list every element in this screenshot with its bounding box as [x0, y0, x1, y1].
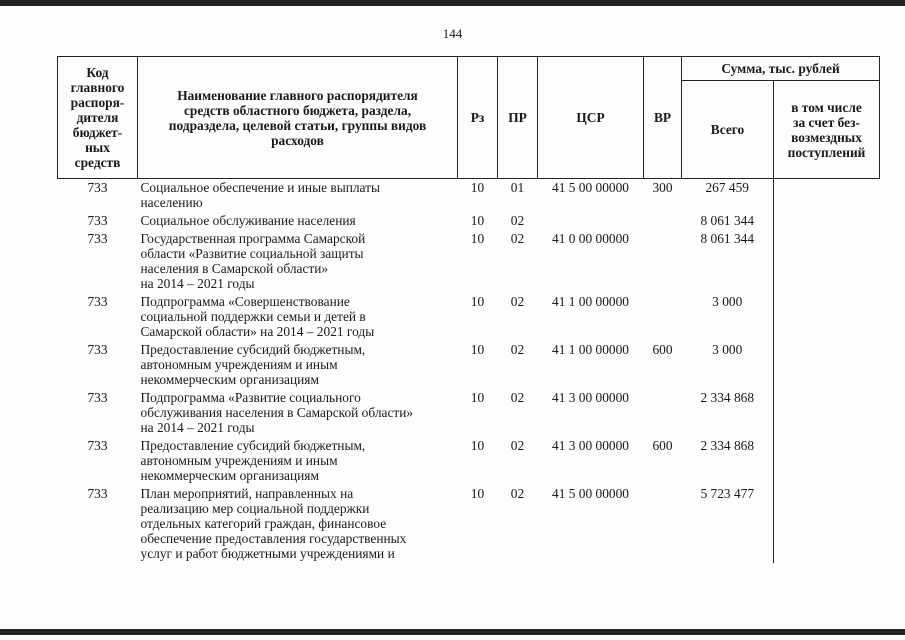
- row-vr: [644, 230, 682, 293]
- row-total: 2 334 868: [682, 437, 774, 485]
- row-code: 733: [87, 486, 108, 501]
- row-pr: 02: [510, 438, 525, 453]
- row-total: 3 000: [682, 341, 774, 389]
- row-pr: 02: [510, 342, 525, 357]
- row-pr: 02: [510, 231, 525, 246]
- row-csr: 41 5 00 00000: [552, 486, 629, 501]
- row-total: 8 061 344: [682, 212, 774, 230]
- row-code: 733: [87, 294, 108, 309]
- row-total: 267 459: [682, 179, 774, 213]
- row-total: 5 723 477: [682, 485, 774, 563]
- table-row: [58, 437, 880, 485]
- top-rule: [0, 0, 905, 6]
- header-sum: Сумма, тыс. рублей: [682, 57, 880, 81]
- row-code: 733: [87, 438, 108, 453]
- row-code: 733: [87, 342, 108, 357]
- table-row: [58, 179, 880, 213]
- row-code: 733: [87, 231, 108, 246]
- header-csr: ЦСР: [538, 57, 644, 179]
- row-name: Предоставление субсидий бюджетным, автономным учреждениям и иным некоммерческим организациям: [140, 438, 366, 483]
- bottom-rule: [0, 629, 905, 635]
- row-vr: 600: [652, 438, 673, 453]
- row-rz: 10: [470, 438, 485, 453]
- row-code: 733: [87, 390, 108, 405]
- row-vr: [644, 293, 682, 341]
- row-gratuitous: [774, 389, 880, 437]
- row-rz: 10: [470, 213, 485, 228]
- header-code: Код главного распоря- дителя бюджет- ных средств: [58, 57, 138, 179]
- table-row: [58, 230, 880, 293]
- row-gratuitous: [774, 341, 880, 389]
- row-name: Социальное обслуживание населения: [140, 213, 356, 228]
- row-rz: 10: [470, 342, 485, 357]
- row-name: Подпрограмма «Развитие социального обслуживания населения в Самарской области» на 2014 – 2021 годы: [140, 390, 414, 435]
- row-vr: [644, 389, 682, 437]
- row-pr: 02: [510, 390, 525, 405]
- row-code: 733: [87, 180, 108, 195]
- header-gratuitous: в том числе за счет без- возмездных поступлений: [774, 81, 880, 179]
- row-vr: [644, 212, 682, 230]
- row-name: Предоставление субсидий бюджетным, автономным учреждениям и иным некоммерческим организациям: [140, 342, 366, 387]
- table-row: [58, 212, 880, 230]
- row-name: План мероприятий, направленных на реализацию мер социальной поддержки отдельных категорий граждан, финансовое обеспечение предоставления государственных услуг и работ бюджетными учреждениями и: [140, 486, 407, 561]
- row-name: Государственная программа Самарской области «Развитие социальной защиты населения в Самарской области» на 2014 – 2021 годы: [140, 231, 366, 291]
- header-total: Всего: [682, 81, 774, 179]
- row-csr: 41 5 00 00000: [552, 180, 629, 195]
- row-gratuitous: [774, 437, 880, 485]
- row-rz: 10: [470, 486, 485, 501]
- row-gratuitous: [774, 230, 880, 293]
- table-row: [58, 389, 880, 437]
- row-gratuitous: [774, 179, 880, 213]
- row-code: 733: [87, 213, 108, 228]
- row-pr: 02: [510, 213, 525, 228]
- row-vr: [644, 485, 682, 563]
- row-rz: 10: [470, 294, 485, 309]
- table-row: [58, 485, 880, 563]
- row-rz: 10: [470, 231, 485, 246]
- header-vr: ВР: [644, 57, 682, 179]
- header-name: Наименование главного распорядителя средств областного бюджета, раздела, подраздела, целевой статьи, группы видов расходов: [138, 57, 458, 179]
- row-csr: 41 0 00 00000: [552, 231, 629, 246]
- row-vr: 300: [652, 180, 673, 195]
- row-rz: 10: [470, 390, 485, 405]
- table-row: [58, 341, 880, 389]
- row-name: Социальное обеспечение и иные выплаты населению: [140, 180, 381, 210]
- row-rz: 10: [470, 180, 485, 195]
- header-rz: Рз: [458, 57, 498, 179]
- row-total: 8 061 344: [682, 230, 774, 293]
- row-csr: 41 3 00 00000: [552, 438, 629, 453]
- row-gratuitous: [774, 485, 880, 563]
- row-gratuitous: [774, 212, 880, 230]
- row-csr: [538, 212, 644, 230]
- table-header: [58, 57, 880, 179]
- row-vr: 600: [652, 342, 673, 357]
- row-csr: 41 1 00 00000: [552, 342, 629, 357]
- row-gratuitous: [774, 293, 880, 341]
- page-number: 144: [442, 26, 463, 41]
- table-row: [58, 293, 880, 341]
- row-name: Подпрограмма «Совершенствование социальной поддержки семьи и детей в Самарской области» на 2014 – 2021 годы: [140, 294, 375, 339]
- row-pr: 02: [510, 294, 525, 309]
- table-body: [58, 179, 880, 564]
- budget-table: [57, 56, 880, 563]
- row-total: 3 000: [682, 293, 774, 341]
- row-pr: 01: [510, 180, 525, 195]
- row-pr: 02: [510, 486, 525, 501]
- row-total: 2 334 868: [682, 389, 774, 437]
- header-pr: ПР: [498, 57, 538, 179]
- row-csr: 41 3 00 00000: [552, 390, 629, 405]
- row-csr: 41 1 00 00000: [552, 294, 629, 309]
